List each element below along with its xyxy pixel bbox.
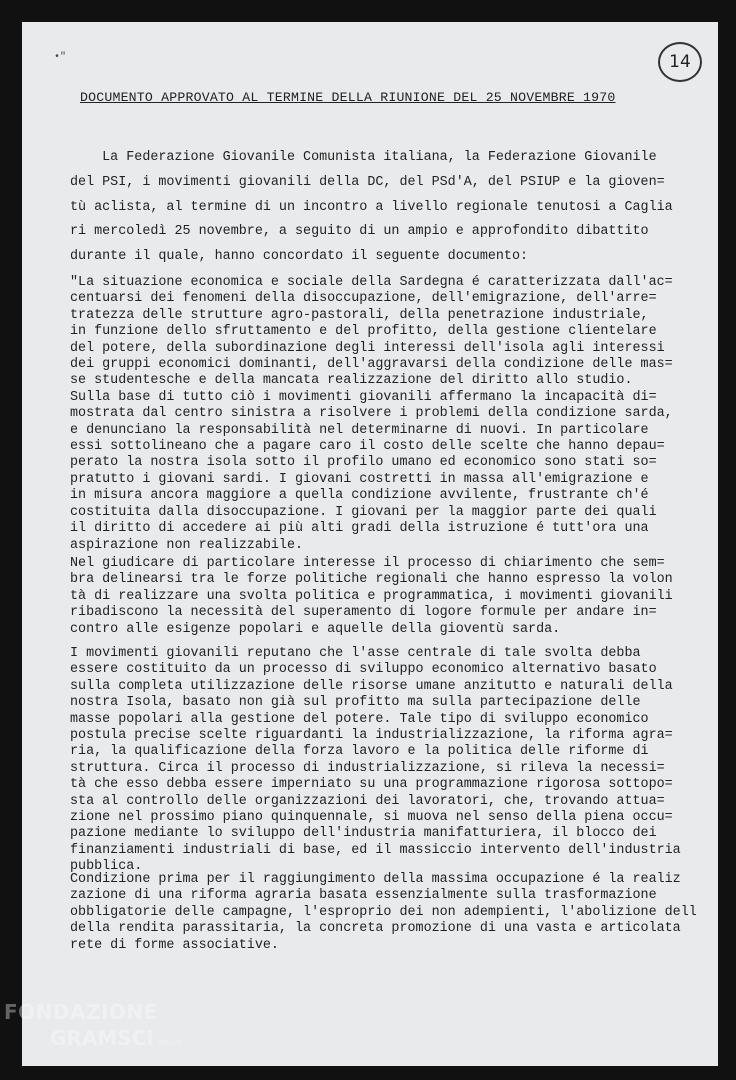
watermark-line1: FONDAZIONE <box>4 1000 158 1024</box>
text-line: pazione mediante lo sviluppo dell'industria manifatturiera, il blocco dei <box>70 826 657 842</box>
paragraph-situazione <box>70 275 710 554</box>
text-line: ria, la qualificazione della forza lavoro e la politica delle riforme di <box>70 744 649 760</box>
watermark-sub: onlus <box>157 1038 182 1048</box>
document-page <box>22 22 718 1066</box>
text-line: Condizione prima per il raggiungimento della massima occupazione é la realiz <box>70 872 681 887</box>
text-line: durante il quale, hanno concordato il seguente documento: <box>70 249 529 265</box>
text-line: pratutto i giovani sardi. I giovani costretti in massa all'emigrazione e <box>70 471 649 487</box>
text-line: I movimenti giovanili reputano che l'asse centrale di tale svolta debba <box>70 646 641 661</box>
text-line: della rendita parassitaria, la concreta promozione di una vasta e articolata <box>70 921 681 937</box>
text-line: in funzione dello sfruttamento e del profitto, della gestione clientelare <box>70 324 657 340</box>
text-line: finanziamenti industriali di base, ed il massiccio intervento dell'industria <box>70 842 681 858</box>
text-line: costituita dalla disoccupazione. I giovani per la maggior parte dei quali <box>70 504 657 520</box>
paragraph-intro <box>70 146 710 270</box>
text-line: aspirazione non realizzabile. <box>70 537 304 553</box>
paragraph-riforma-agraria <box>70 872 710 954</box>
text-line: perato la nostra isola sotto il profilo umano ed economico sono stati so= <box>70 455 657 471</box>
text-line: e denunciano la responsabilità nel determinarne di nuovi. In particolare <box>70 422 649 438</box>
text-line: contro alle esigenze popolari e aquelle della gioventù sarda. <box>70 621 561 637</box>
text-line: in misura ancora maggiore a quella condizione avvilente, frustrante ch'é <box>70 488 649 504</box>
text-line: se studentesche e della mancata realizzazione del diritto allo studio. <box>70 373 633 389</box>
text-line: struttura. Circa il processo di industrializzazione, si rileva la necessi= <box>70 760 665 776</box>
fondazione-gramsci-watermark <box>4 1000 182 1050</box>
text-line: il diritto di accedere ai più alti gradi della istruzione é tutt'ora una <box>70 521 649 537</box>
text-line: nostra Isola, basato non già sul profitto ma sulla partecipazione delle <box>70 695 641 711</box>
text-line: ri mercoledì 25 novembre, a seguito di un ampio e approfondito dibattito <box>70 224 649 240</box>
text-line: mostrata dal centro sinistra a risolvere i problemi della condizione sarda, <box>70 406 673 422</box>
text-line: sulla completa utilizzazione delle risorse umane anzitutto e naturali della <box>70 678 673 694</box>
text-line: tà che esso debba essere imperniato su una programmazione rigorosa sottopo= <box>70 777 673 793</box>
text-line: essi sottolineano che a pagare caro il costo delle scelte che hanno depau= <box>70 439 665 455</box>
text-line: dei gruppi economici dominanti, dell'aggravarsi della condizione delle mas= <box>70 357 673 373</box>
text-line: "La situazione economica e sociale della Sardegna é caratterizzata dall'ac= <box>70 275 673 290</box>
text-line: bra delinearsi tra le forze politiche regionali che hanno espresso la volon <box>70 572 673 588</box>
text-line: del potere, della subordinazione degli interessi dell'isola agli interessi <box>70 340 665 356</box>
watermark-line2: GRAMSCI <box>50 1026 154 1050</box>
text-line: zione nel prossimo piano quinquennale, si muova nel senso della piena occu= <box>70 810 673 826</box>
text-line: tratezza delle strutture agro-pastorali, della penetrazione industriale, <box>70 307 649 323</box>
text-line: masse popolari alla gestione del potere. Tale tipo di sviluppo economico <box>70 711 649 727</box>
corner-mark: •" <box>54 52 67 63</box>
text-line: rete di forme associative. <box>70 937 279 953</box>
text-line: tù aclista, al termine di un incontro a livello regionale tenutosi a Caglia <box>70 199 673 215</box>
text-line: Sulla base di tutto ciò i movimenti giovanili affermano la incapacità di= <box>70 389 657 405</box>
text-line: tà di realizzare una svolta politica e programmatica, i movimenti giovanili <box>70 588 673 604</box>
text-line: centuarsi dei fenomeni della disoccupazione, dell'emigrazione, dell'arre= <box>70 291 657 307</box>
text-line: pubblica. <box>70 859 143 875</box>
text-line: obbligatorie delle campagne, l'esproprio dei non adempienti, l'abolizione dell <box>70 904 697 920</box>
text-line: ribadiscono la necessità del superamento di logore formule per andare in= <box>70 605 657 621</box>
text-line: La Federazione Giovanile Comunista italiana, la Federazione Giovanile <box>70 150 657 165</box>
paragraph-chiarimento <box>70 556 710 638</box>
text-line: del PSI, i movimenti giovanili della DC, del PSd'A, del PSIUP e la gioven= <box>70 174 665 190</box>
text-line: postula precise scelte riguardanti la industrializzazione, la riforma agra= <box>70 728 673 744</box>
text-line: essere costituito da un processo di sviluppo economico alternativo basato <box>70 662 657 678</box>
page-number: 14 <box>658 42 702 82</box>
text-line: zazione di una riforma agraria basata essenzialmente sulla trasformazione <box>70 888 657 904</box>
text-line: sta al controllo delle organizzazioni dei lavoratori, che, trovando attua= <box>70 793 665 809</box>
text-line: Nel giudicare di particolare interesse il processo di chiarimento che sem= <box>70 556 665 571</box>
document-title: DOCUMENTO APPROVATO AL TERMINE DELLA RIUNIONE DEL 25 NOVEMBRE 1970 <box>80 90 616 105</box>
paragraph-sviluppo <box>70 646 710 876</box>
